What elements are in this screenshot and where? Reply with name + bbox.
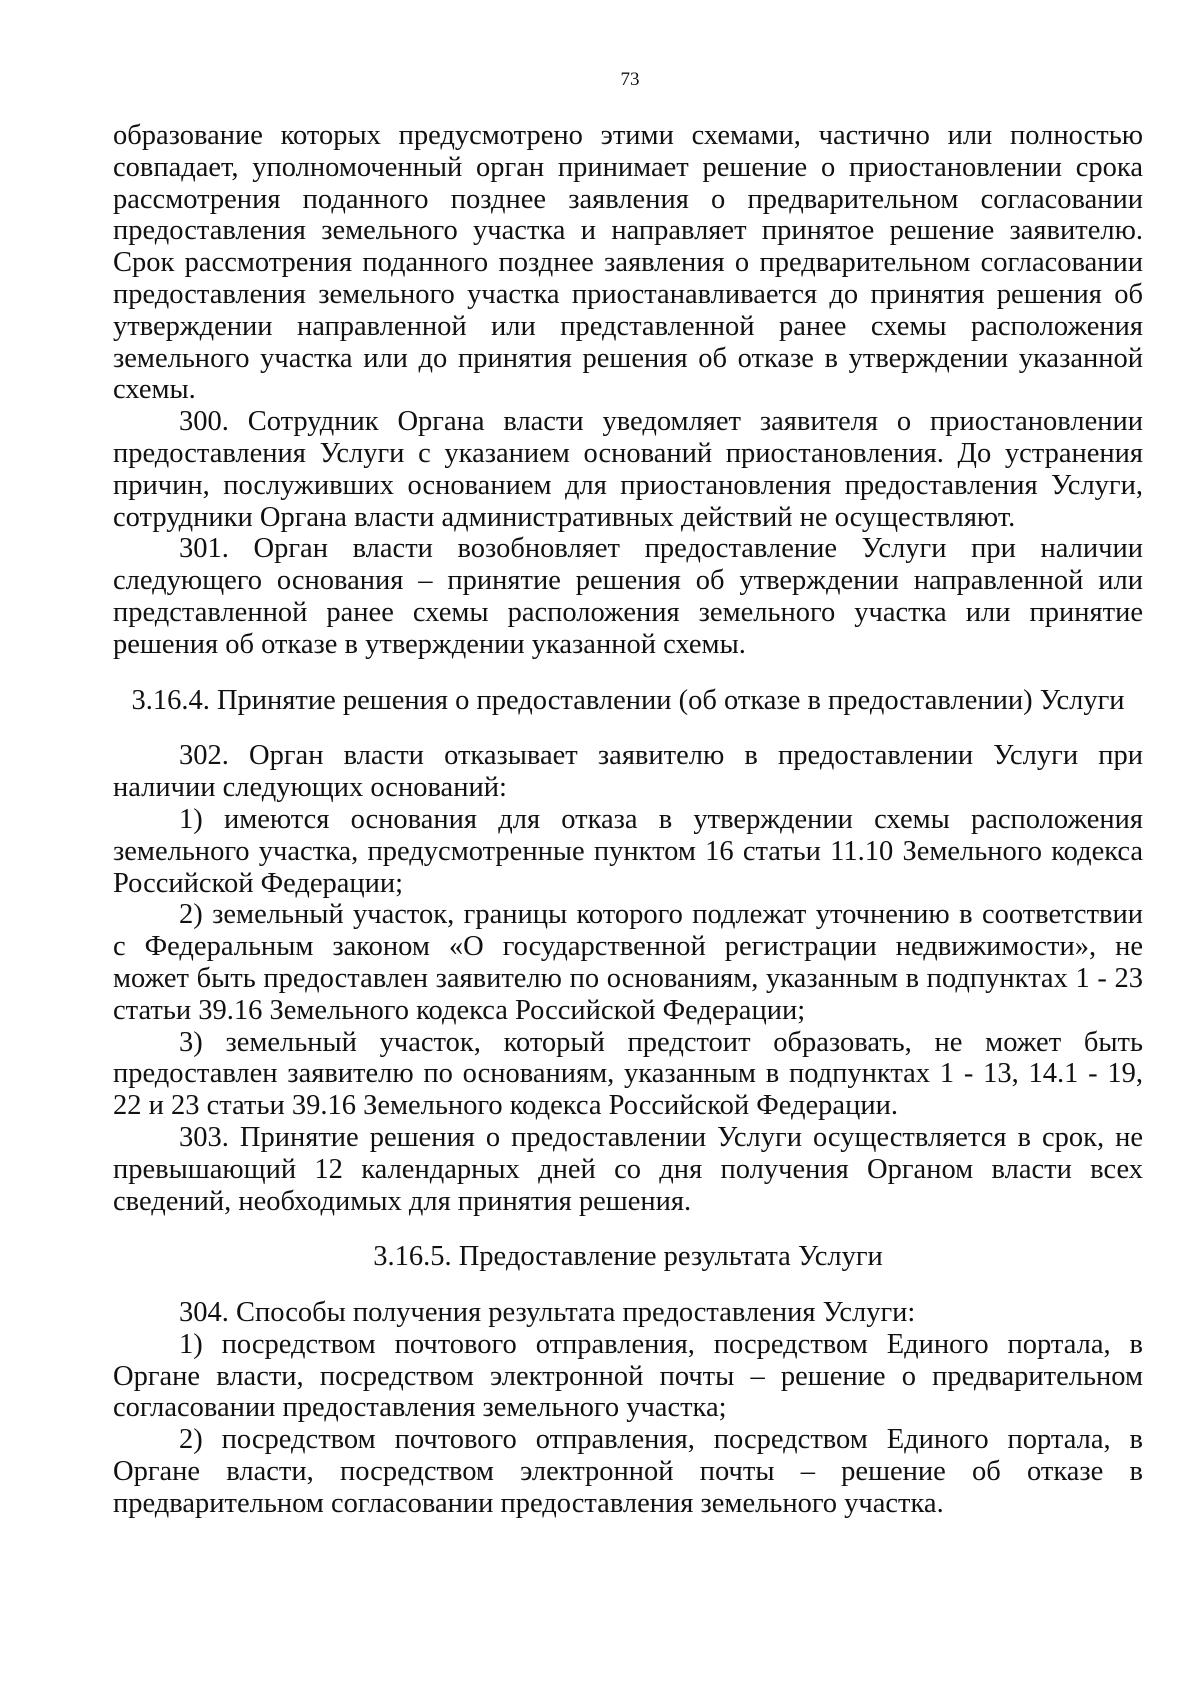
paragraph-304: 304. Способы получения результата предоставления Услуги: [179, 1297, 916, 1329]
document-body [113, 120, 1143, 1520]
paragraph-303: 303. Принятие решения о предоставлении Услуги осуществляется в срок, не превышающий 12 календарных дней со дня получения Органом власти всех сведений, необходимых для принятия решения. [113, 1121, 1143, 1217]
paragraph-302: 302. Орган власти отказывает заявителю в предоставлении Услуги при наличии следующих оснований: [113, 740, 1143, 804]
section-heading-3-16-5: 3.16.5. Предоставление результата Услуги [373, 1241, 883, 1273]
paragraph-302-item-1: 1) имеются основания для отказа в утверждении схемы расположения земельного участка, предусмотренные пунктом 16 статьи 11.10 Земельного кодекса Российской Федерации; [113, 803, 1143, 899]
paragraph-304-item-1: 1) посредством почтового отправления, посредством Единого портала, в Органе власти, посредством электронной почты – решение о предварительном согласовании предоставления земельного участка; [113, 1328, 1143, 1424]
page-number: 73 [620, 69, 640, 90]
paragraph-continuation: образование которых предусмотрено этими схемами, частично или полностью совпадает, уполномоченный орган принимает решение о приостановлении срока рассмотрения поданного позднее заявления о предварительном согласовании предоставления земельного участка и направляет принятое решение заявителю. Срок рассмотрения поданного позднее заявления о предварительном согласовании предоставления земельного участка приостанавливается до принятия решения об утверждении направленной или представленной ранее схемы расположения земельного участка или до принятия решения об отказе в утверждении указанной схемы. [113, 120, 1143, 406]
paragraph-302-item-2: 2) земельный участок, границы которого подлежат уточнению в соответствии с Федеральным законом «О государственной регистрации недвижимости», не может быть предоставлен заявителю по основаниям, указанным в подпунктах 1 - 23 статьи 39.16 Земельного кодекса Российской Федерации; [113, 899, 1143, 1026]
section-heading-3-16-4: 3.16.4. Принятие решения о предоставлении (об отказе в предоставлении) Услуги [131, 684, 1125, 716]
paragraph-301: 301. Орган власти возобновляет предоставление Услуги при наличии следующего основания – принятие решения об утверждении направленной или представленной ранее схемы расположения земельного участка или принятие решения об отказе в утверждении указанной схемы. [113, 533, 1143, 660]
paragraph-302-item-3: 3) земельный участок, который предстоит образовать, не может быть предоставлен заявителю по основаниям, указанным в подпунктах 1 - 13, 14.1 - 19, 22 и 23 статьи 39.16 Земельного кодекса Российской Федерации. [113, 1026, 1143, 1122]
paragraph-304-item-2: 2) посредством почтового отправления, посредством Единого портала, в Органе власти, посредством электронной почты – решение об отказе в предварительном согласовании предоставления земельного участка. [113, 1424, 1143, 1519]
paragraph-300: 300. Сотрудник Органа власти уведомляет заявителя о приостановлении предоставления Услуги с указанием оснований приостановления. До устранения причин, послуживших основанием для приостановления предоставления Услуги, сотрудники Органа власти административных действий не осуществляют. [113, 406, 1143, 533]
